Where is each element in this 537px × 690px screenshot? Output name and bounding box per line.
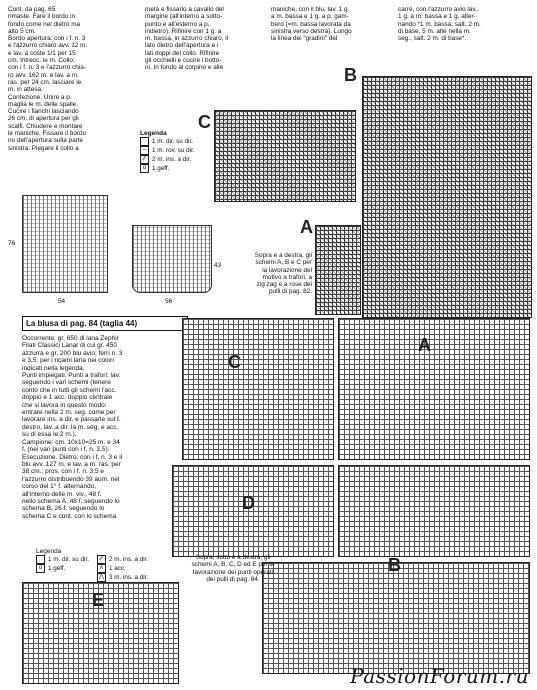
- chart-label-e-low: E: [92, 590, 105, 610]
- legend-item: [36, 564, 89, 573]
- top-legend: [140, 130, 212, 173]
- legend-label: 3 m. ins. a dir.: [108, 573, 149, 581]
- legend-symbol: [140, 137, 149, 146]
- bottom-caption: Sopra, sotto e a destra, gli schemi A, B, C, D ed E per la lavorazione dei punti operati dei pulli di pag. 84.: [191, 554, 275, 583]
- text-column-1: Cont. da pag. 65 rimaste. Fare il bordo in fondo come nel dietro ma alto 5 cm. Bordo apertura: con i f. n. 3 e l'azzurro chiaro avv. 12 m. e lav. a coste 1/1 per 15 cm. Intrecc. le m. Collo: con i f. n. 3 e l'azzurro chia- ro avv. 162 m. e lav. a m. ras. per 24 cm. lasciare le m. in attesa. Confezione. Unire a p. maglia le m. delle spalle. Cucire i fianchi lasciando 26 cm. di apertura per gli scalfi. Chiudere e montare le maniche. Fissare il bordo no dell'apertura sulla parte sinistra. Piegare il collo a: [8, 6, 88, 152]
- legend-label: 1 m. dir. su dir.: [152, 137, 193, 145]
- chart-label-a: A: [300, 217, 313, 237]
- chart-b-low: [262, 562, 530, 674]
- legend-symbol: ⋀: [97, 573, 106, 582]
- legend-symbol: ∧: [97, 564, 106, 573]
- chart-label-d-low: D: [242, 493, 255, 513]
- garment-width-label: 54: [58, 298, 66, 305]
- legend-symbol: [36, 555, 45, 564]
- legend-label: 1 geff.: [48, 564, 66, 572]
- legend-label: 1 m. dir. su dir.: [48, 555, 89, 563]
- legend-symbol: o: [140, 164, 149, 173]
- legend-item: [140, 155, 212, 164]
- legend-item: [97, 555, 148, 564]
- chart-label-b-low: B: [388, 555, 401, 575]
- legend-title: Legenda: [36, 548, 62, 555]
- legend-symbol: –: [140, 146, 149, 155]
- chart-label-b: B: [344, 65, 357, 85]
- legend-item: [97, 573, 148, 582]
- legend-label: 2 m. ins. a dir.: [152, 155, 192, 163]
- legend-item: [36, 555, 89, 564]
- chart-c-low: [182, 318, 334, 460]
- legend-label: 2 m. ins. a dir.: [108, 555, 149, 563]
- legend-label: 1 acc.: [108, 564, 126, 572]
- chart-right-low: [338, 465, 530, 557]
- top-caption: Sopra e a destra, gli schemi A, B e C per la lavorazione del motivo a trafori, a zig zag e a rose dei pulli di pag. 82.: [254, 252, 312, 296]
- text-column-2: metà e fissarlo a cavallo del margine (all'interno a sotto- punto e all'esterno a p. indietro). Rifinire con 1 g. a m. bassa, in azzurro chiaro, il lato dietro dell'apertura e i lati doppi del collo. Rifinire gli occhielli e cucire i botto- ni. In fondo al corpino e alle: [145, 6, 229, 72]
- chart-b-top: [362, 76, 532, 318]
- legend-symbol: ⁄⁄: [97, 555, 106, 564]
- legend-item: [97, 564, 148, 573]
- garment-height-label: 76: [8, 240, 16, 247]
- section-header: La blusa di pag. 84 (taglia 44): [22, 316, 188, 331]
- chart-label-a-low: A: [418, 335, 431, 355]
- chart-a-top: [315, 225, 361, 315]
- garment-back-diagram: [22, 195, 108, 293]
- legend-item: [140, 146, 212, 155]
- text-column-3: maniche, con il blu, lav. 1 g. a m. bassa e 1 g. a p. gam- bero (=m. bassa lavorata da sinistra verso destra). Lungo la linea dei "gradini" del: [271, 6, 352, 43]
- sleeve-height-label: 43: [214, 262, 222, 269]
- legend-symbol: ⁄⁄: [140, 155, 149, 164]
- legend-item: [140, 137, 212, 146]
- watermark-logo: PassionForum.ru: [350, 664, 529, 688]
- section-body: Occorrente: gr. 650 di lana Zephir Filati Classici Lanar di cui gr. 450 azzurra e gr. 200 blu avio; ferri n. 3 e 3,5; per i ricami lana nei colori indicati nella legenda. Punti impiegati. Punti a trafori: lav. seguendo i vari schemi (tenere conto che in tutti gli schemi l'acc. doppio e 1 acc. doppio centrale che si lavora in questo modo: entrare nella 2 m. seg. come per lavorare ins. a dir. e passarle sul f. destro, lav. a dir. la m. seg. e acc. su di essa le 2 m.). Campione: cm. 10x10=25 m. e 34 f. (nei vari punti con i f. n. 3,5). Esecuzione. Dietro: con i f. n. 3 e il blu avv. 127 m. e lav. a m. ras. per 38 cm.; pros. con i f. n. 3,5 e l'azzurro distribuendo 39 aum. nel corso del 1° f. alternando, all'interno delle m. viv., 48 f. nello schema A, 48 f. seguendo lo schema B, 26 f. seguendo lo schema C e cont. con lo schema: [22, 335, 123, 520]
- garment-sleeve-diagram: [132, 225, 212, 293]
- chart-c-top: [214, 110, 356, 202]
- legend-item: [140, 164, 212, 173]
- text-column-4: carré, con l'azzurro avio lav., 1 g. a m. bassa e 1 g. alter- nando *1 m. bassa, salt. 2 m. di base, 5 m. alte nella m. seg., salt. 2 m. di base*.: [398, 6, 481, 43]
- chart-a-low: [338, 318, 530, 460]
- legend-title: Legenda: [140, 130, 167, 137]
- legend-label: 1 geff.: [152, 164, 170, 172]
- chart-label-c: C: [198, 112, 211, 132]
- bottom-legend: [36, 548, 176, 582]
- chart-label-c-low: C: [228, 352, 241, 372]
- legend-label: 1 m. rov. su dir.: [152, 146, 195, 154]
- sleeve-width-label: 56: [165, 298, 173, 305]
- legend-symbol: o: [36, 564, 45, 573]
